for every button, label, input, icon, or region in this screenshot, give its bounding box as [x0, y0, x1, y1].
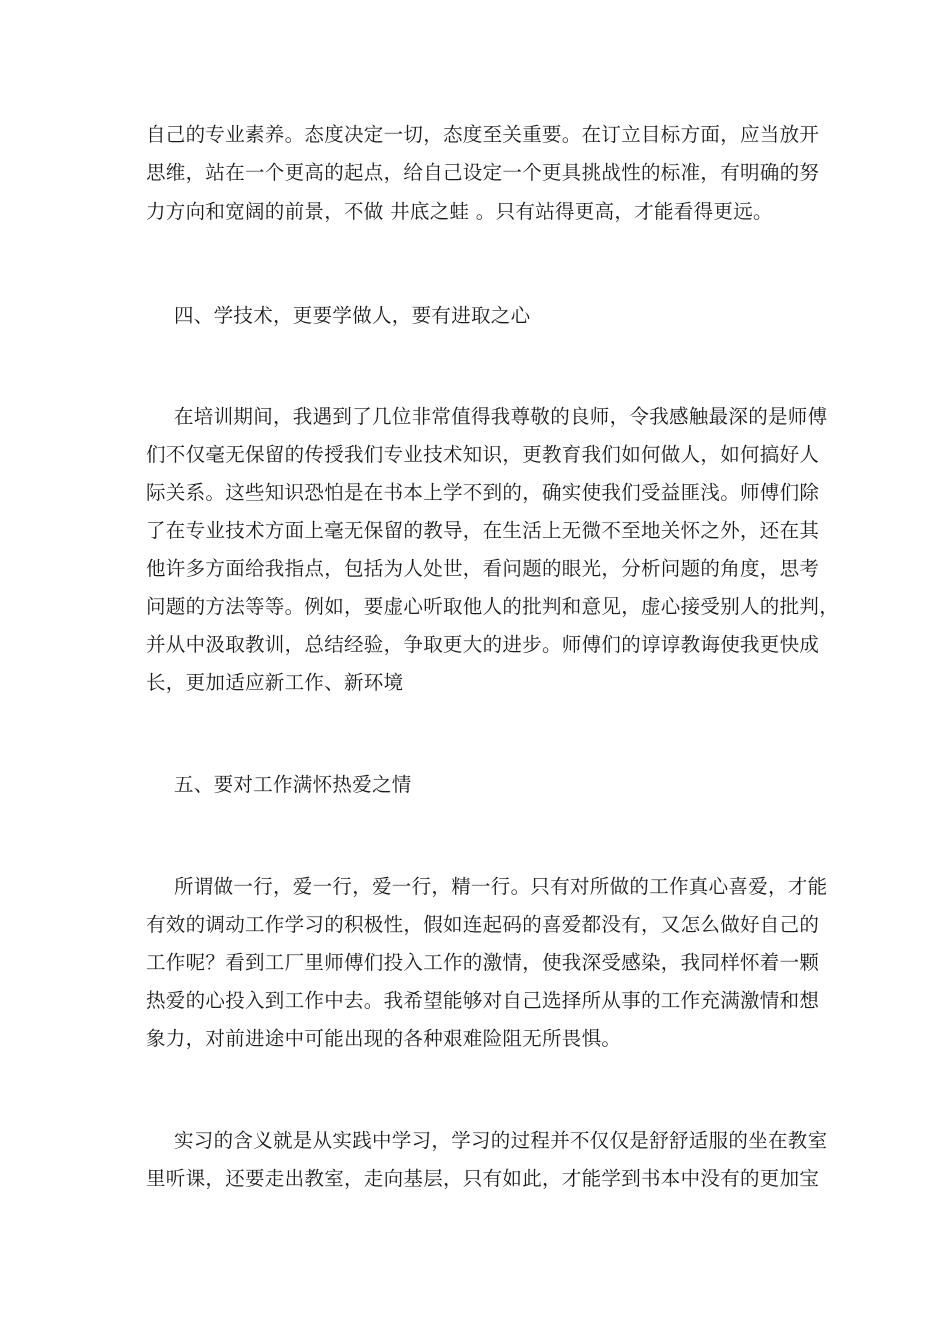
paragraph-line: 象力，对前进途中可能出现的各种艰难险阻无所畏惧。	[146, 1027, 622, 1050]
paragraph-line: 并从中汲取教训，总结经验，争取更大的进步。师傅们的谆谆教诲使我更快成	[146, 633, 820, 656]
paragraph-line: 所谓做一行，爱一行，爱一行，精一行。只有对所做的工作真心喜爱，才能	[174, 875, 828, 898]
paragraph-line: 实习的含义就是从实践中学习，学习的过程并不仅仅是舒舒适服的坐在教室	[174, 1129, 828, 1152]
paragraph-line: 们不仅毫无保留的传授我们专业技术知识，更教育我们如何做人，如何搞好人	[146, 443, 820, 466]
section-heading: 四、学技术，更要学做人，要有进取之心	[174, 304, 531, 327]
paragraph-line: 在培训期间，我遇到了几位非常值得我尊敬的良师，令我感触最深的是师傅	[174, 405, 828, 428]
paragraph-line: 长，更加适应新工作、新环境	[146, 671, 404, 694]
paragraph-line: 工作呢？看到工厂里师傅们投入工作的激情，使我深受感染，我同样怀着一颗	[146, 951, 820, 974]
paragraph-line: 热爱的心投入到工作中去。我希望能够对自己选择所从事的工作充满激情和想	[146, 989, 820, 1012]
paragraph-line: 思维，站在一个更高的起点，给自己设定一个更具挑战性的标准，有明确的努	[146, 161, 820, 184]
paragraph-line: 了在专业技术方面上毫无保留的教导，在生活上无微不至地关怀之外，还在其	[146, 519, 820, 542]
paragraph-line: 问题的方法等等。例如，要虚心听取他人的批判和意见，虚心接受别人的批判，	[146, 595, 840, 618]
paragraph-line: 他许多方面给我指点，包括为人处世，看问题的眼光，分析问题的角度，思考	[146, 557, 820, 580]
paragraph-line: 自己的专业素养。态度决定一切，态度至关重要。在订立目标方面，应当放开	[146, 123, 820, 146]
section-heading: 五、要对工作满怀热爱之情	[174, 773, 412, 796]
paragraph-line: 际关系。这些知识恐怕是在书本上学不到的，确实使我们受益匪浅。师傅们除	[146, 481, 820, 504]
paragraph-line: 有效的调动工作学习的积极性，假如连起码的喜爱都没有，又怎么做好自己的	[146, 913, 820, 936]
paragraph-line: 里听课，还要走出教室，走向基层，只有如此，才能学到书本中没有的更加宝	[146, 1167, 820, 1190]
paragraph-line: 力方向和宽阔的前景，不做 井底之蛙 。只有站得更高，才能看得更远。	[146, 200, 773, 223]
